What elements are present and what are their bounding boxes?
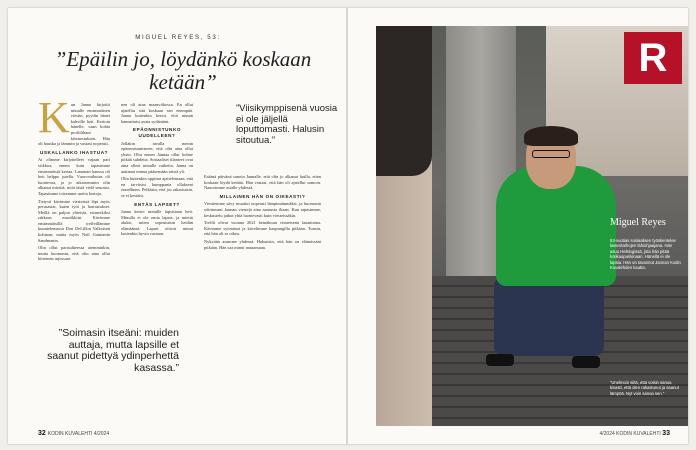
right-page	[348, 8, 688, 444]
shop-sign: R	[624, 32, 682, 84]
pull-quote-1: ”Soimasin itseäni: muiden auttaja, mutta lapsille et saanut pidettyä ydinperhettä kasassa.”	[47, 327, 179, 374]
subhead-uskallanko: USKALLANKO IHASTUA?	[39, 149, 109, 155]
column-2	[121, 102, 193, 239]
body-paragraph: Ai olimme kirjoitelleet vajaan pari viikkoa, ennen kuin tapasimme ensimmäistä kertaa. Lamman kanssa oli heti helppo jutella. Vuorovaikutus oli luontevaa, ja jo aikaisemmin olin alkanut miettiä, mitä tästä vielä seuraisi. Tapasimme toisemme useita kertoja.	[38, 157, 110, 196]
folio-right	[599, 430, 672, 437]
kicker: MIGUEL REYES, 53:	[135, 34, 221, 41]
jeans	[494, 276, 604, 356]
body-paragraph: Tietysti kävimme viesteissä läpi myös perusasiat, kuten työt ja harrastukset. Meillä on paljon yhteistä, esimerkiksi rakkaus musiikkiin. Kävimme ensimmäisillä treffeillämme kuuntelemassa Don DeLillon Valkoisen kohinan, mutta myös Neil Gaimanin Sandmanin.	[38, 198, 110, 243]
column-3	[204, 174, 321, 252]
subhead-millainen: MILLAINEN HÄN ON OIKEASTI?	[219, 193, 306, 199]
hair	[524, 126, 578, 146]
folio-text: KODIN KUVALEHTI 4/2024	[47, 431, 110, 437]
subject-bio: 53-vuotias sosiaalisen työskentelee lastentarhojen lähiohjaajana. Hän asuu Helsingissä, jota hän pitää kotikaupunkinaan. Hänellä ei ole lapsia. Hän on tavannut Jannan Kodin Kuvalehden kautta.	[610, 238, 681, 271]
left-page	[8, 8, 348, 444]
body-paragraph: Treffit olivat vuonna 2021 heinäkuun viimeisenä lauantaina. Kävimme syömässä ja kävelimme kaupungilla pitkään. Tunsin, että hän oli se oikea.	[204, 220, 321, 237]
intro-text: un Janna kirjoitti minulle ensimmäisen viestin, pyydin hänet kahville heti. Kertoin hänelle, vaan kohta profiililtani kiinnostuksen. Hän oli hauska ja lämmin ja vastasi nopeasti.	[38, 102, 110, 147]
body-paragraph: Janna kertoi minulle lapsistaan heti. Minulla ei ole omia lapsia, ja mietin aluksi, miten sopeutuisin heidän elämäänsä. Lapset ottivat minut kuitenkin hyvin vastaan.	[121, 209, 193, 237]
sneaker-left	[486, 354, 514, 366]
page-number: 32	[38, 430, 46, 437]
glasses	[532, 150, 570, 158]
subject-name: Miguel Reyes	[610, 217, 666, 228]
subhead-epaonnistunko: EPÄONNISTUNKO UUDELLEEN?	[132, 127, 182, 138]
sneaker-right	[572, 356, 600, 368]
page-number: 33	[662, 430, 670, 437]
headline: ”Epäilin jo, löydänkö koskaan ketään”	[54, 47, 312, 94]
body-paragraph: Nykyään asumme yhdessä. Haluaisin, että hän on elämässäni pitkään. Hän saa minut nauramaan.	[204, 238, 321, 250]
photo-caption: ”Unelmoin siitä, että voisin sanoa kivasti, että olen rakastunut ja saanut lämpöä. Nyt voin sanoa sen.”	[610, 380, 679, 396]
body-paragraph: Jollakin tavalla menin epäonnistumiseen, että olin aina ollut yksin. Olin ennen Jannaa ollut kolme pitkää suhdetta. Sosiaaliset tilanteet ovat aina olleet minulle vaikeita. Janna on auttanut minua pääsemään niistä yli.	[121, 140, 193, 174]
body-paragraph: Olin kuitenkin oppinut ajattelemaan, että en tarvitsisi kumppania ollakseni onnellinen. Pelkäsin, että jos rakastuisin, se ei kestäisi.	[121, 176, 193, 198]
passerby-hair	[376, 26, 432, 176]
body-paragraph: Viestiemme sävy muuttui nopeasti lämpimämmäksi, ja huomasin odottavani Jannan viestejä aina aamusta iltaan. Kun tapasimme, keskustelu jatkui yhtä luontevasti kuin viesteissäkin.	[204, 201, 321, 218]
folio-text: 4/2024 KODIN KUVALEHTI	[599, 431, 661, 437]
body-paragraph: nen oli aina maanviikossa. En ollut ajatellut sitä koskaan sen enempää. Janna kuitenkin kertoi, että minun kannattaisi avata sydäntäni.	[121, 102, 193, 124]
subhead-lapset: ENTÄS LAPSET?	[134, 201, 180, 207]
folio-left	[38, 430, 109, 437]
intro-paragraph	[38, 93, 110, 147]
drop-cap: K	[38, 93, 70, 142]
body-paragraph: Olin ollut parisuhteessa aiemminkin, mutta huomasin, että olin aina ollut kiireinen arjessani.	[38, 245, 110, 262]
pull-quote-2: ”Viisikymppisenä vuosia ei ole jäljellä loputtomasti. Halusin sitoutua.”	[236, 103, 338, 146]
body-paragraph: Eräänä päivänä sanoin Jannalle, että olin jo alkanut luulla, etten koskaan löydä ketään. Hän vastasi, että hän oli ajatellut samoin. Nauroimme asialle yhdessä.	[204, 174, 321, 191]
column-1	[38, 93, 110, 264]
